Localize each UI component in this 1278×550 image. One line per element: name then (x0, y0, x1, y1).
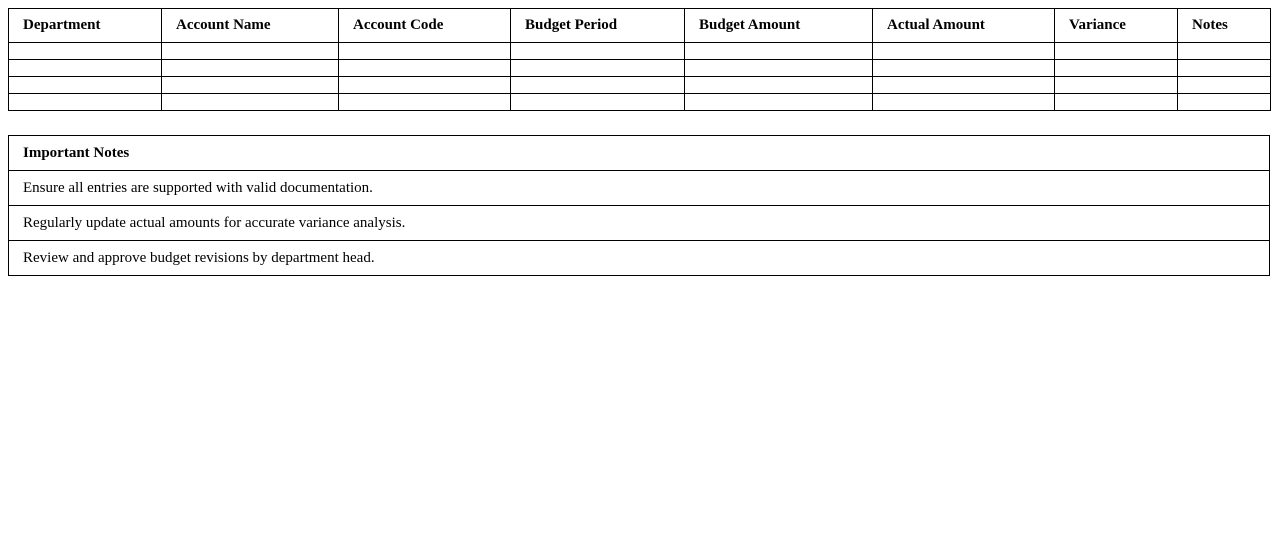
table-cell[interactable] (1178, 43, 1271, 60)
table-cell[interactable] (873, 60, 1055, 77)
note-text: Regularly update actual amounts for accurate variance analysis. (9, 206, 1270, 241)
list-item (9, 241, 1270, 276)
budget-table (8, 8, 1271, 111)
table-cell[interactable] (511, 94, 685, 111)
note-text: Ensure all entries are supported with valid documentation. (9, 171, 1270, 206)
table-cell[interactable] (1178, 77, 1271, 94)
table-cell[interactable] (9, 43, 162, 60)
page-content (8, 8, 1270, 276)
table-row (9, 43, 1271, 60)
column-header-account-name: Account Name (162, 9, 339, 43)
table-cell[interactable] (9, 77, 162, 94)
table-cell[interactable] (685, 60, 873, 77)
table-cell[interactable] (162, 77, 339, 94)
table-header-row (9, 9, 1271, 43)
table-cell[interactable] (511, 43, 685, 60)
column-header-budget-period: Budget Period (511, 9, 685, 43)
column-header-department: Department (9, 9, 162, 43)
table-cell[interactable] (1178, 94, 1271, 111)
table-cell[interactable] (339, 94, 511, 111)
table-row (9, 94, 1271, 111)
table-cell[interactable] (1178, 60, 1271, 77)
table-cell[interactable] (9, 94, 162, 111)
table-cell[interactable] (1055, 60, 1178, 77)
table-cell[interactable] (511, 60, 685, 77)
table-cell[interactable] (685, 94, 873, 111)
list-item (9, 171, 1270, 206)
note-text: Review and approve budget revisions by department head. (9, 241, 1270, 276)
table-row (9, 77, 1271, 94)
table-cell[interactable] (162, 60, 339, 77)
notes-header-row (9, 136, 1270, 171)
table-cell[interactable] (339, 60, 511, 77)
table-cell[interactable] (162, 43, 339, 60)
table-cell[interactable] (685, 43, 873, 60)
notes-title: Important Notes (9, 136, 1270, 171)
column-header-account-code: Account Code (339, 9, 511, 43)
table-cell[interactable] (685, 77, 873, 94)
table-row (9, 60, 1271, 77)
table-cell[interactable] (511, 77, 685, 94)
table-cell[interactable] (1055, 94, 1178, 111)
table-cell[interactable] (339, 43, 511, 60)
table-cell[interactable] (339, 77, 511, 94)
column-header-actual-amount: Actual Amount (873, 9, 1055, 43)
table-cell[interactable] (873, 94, 1055, 111)
table-cell[interactable] (162, 94, 339, 111)
column-header-variance: Variance (1055, 9, 1178, 43)
table-cell[interactable] (873, 77, 1055, 94)
table-cell[interactable] (1055, 43, 1178, 60)
column-header-notes: Notes (1178, 9, 1271, 43)
table-cell[interactable] (9, 60, 162, 77)
important-notes-table (8, 135, 1270, 276)
column-header-budget-amount: Budget Amount (685, 9, 873, 43)
list-item (9, 206, 1270, 241)
table-cell[interactable] (1055, 77, 1178, 94)
table-cell[interactable] (873, 43, 1055, 60)
